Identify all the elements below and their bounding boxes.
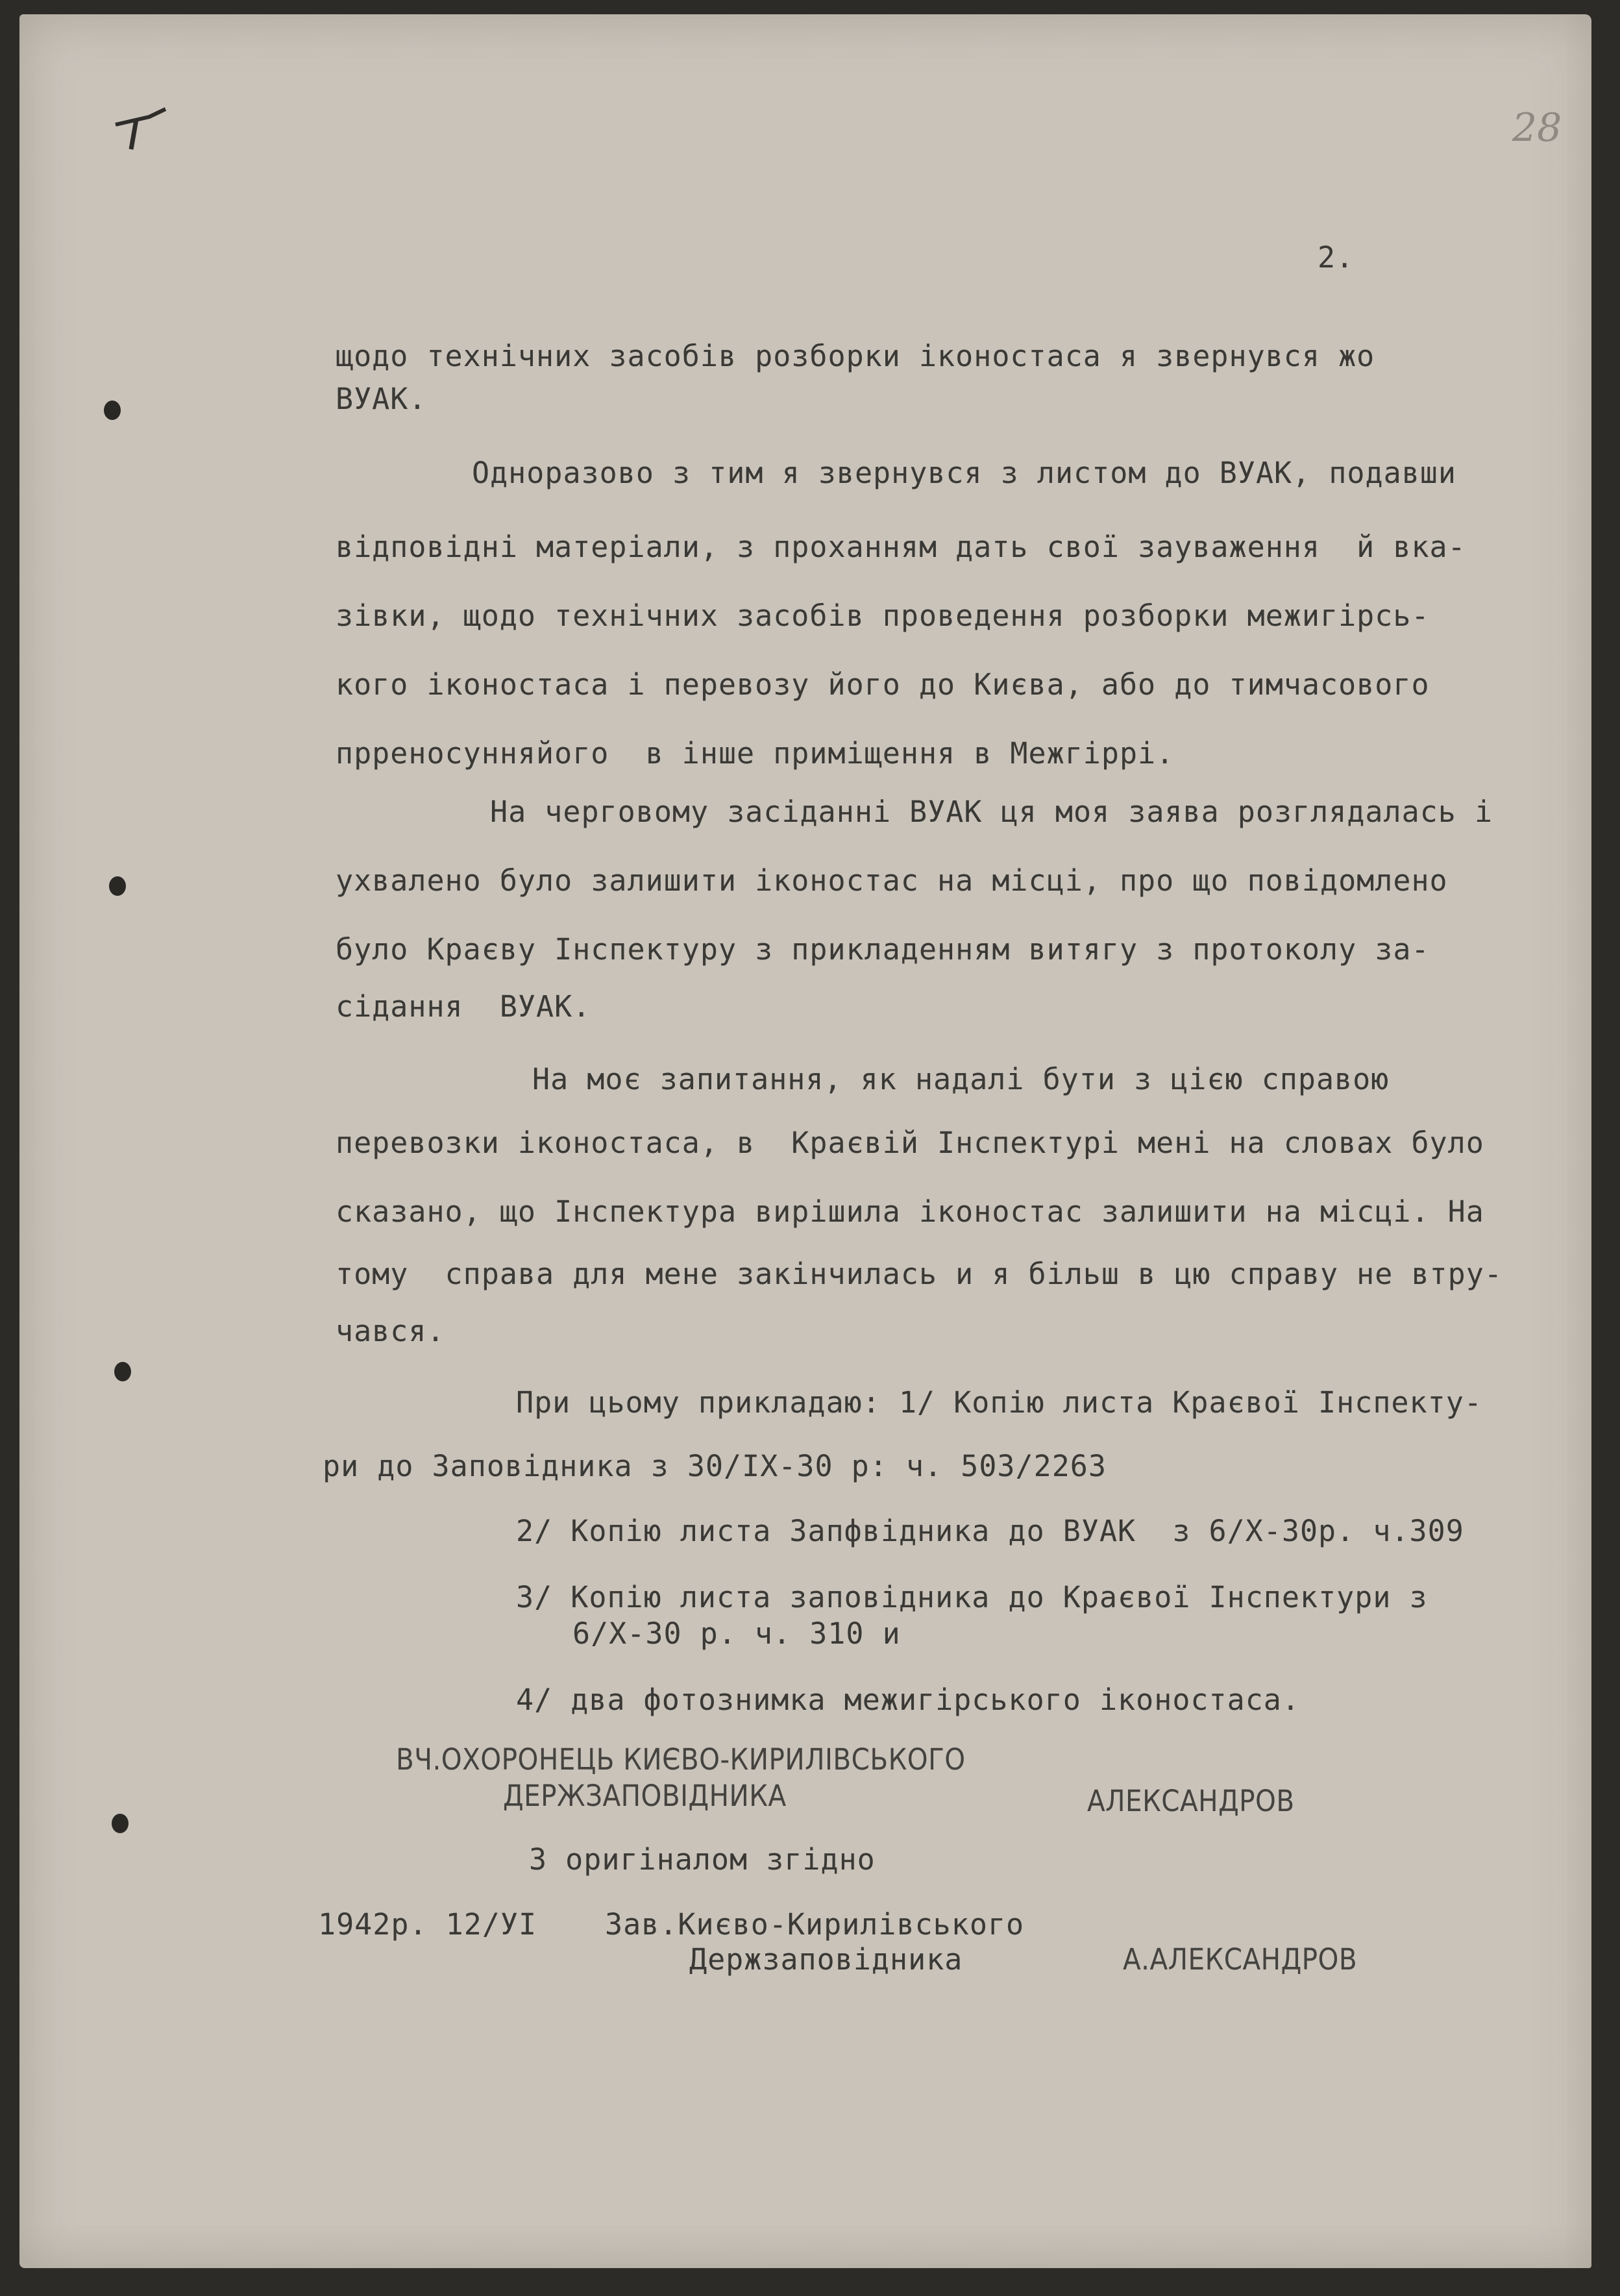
certification-date: 1942р. 12/УІ xyxy=(318,1907,537,1942)
attachment-line: 6/Х-30 р. ч. 310 и xyxy=(572,1616,901,1651)
binding-hole xyxy=(109,876,126,896)
text-line: Одноразово з тим я звернувся з листом до ВУАК, подавши xyxy=(472,456,1456,490)
text-line: сідання ВУАК. xyxy=(336,989,591,1024)
signature-name: АЛЕКСАНДРОВ xyxy=(1087,1784,1295,1818)
binding-hole xyxy=(104,401,121,420)
document-page xyxy=(19,14,1591,2268)
text-line: На черговому засіданні ВУАК ця моя заява розглядалась і xyxy=(490,795,1493,829)
text-line: ухвалено було залишити іконостас на місці, про що повідомлено xyxy=(336,863,1448,898)
attachment-line: 3/ Копію листа заповідника до Краєвої Інспектури з xyxy=(516,1580,1428,1614)
certification-text: З оригіналом згідно xyxy=(529,1842,876,1877)
signature-title: ДЕРЖЗАПОВІДНИКА xyxy=(503,1779,787,1813)
attachment-line: ри до Заповідника з 30/ІХ-30 р: ч. 503/2263 xyxy=(323,1449,1107,1483)
text-line: кого іконостаса і перевозу його до Києва, або до тимчасового xyxy=(336,667,1430,702)
attachment-line: При цьому прикладаю: 1/ Копію листа Краєвої Інспекту- xyxy=(516,1385,1482,1420)
text-line: щодо технічних засобів розборки іконостаса я звернувся жо xyxy=(336,339,1375,373)
page-number: 2. xyxy=(1318,240,1355,275)
signature-name: А.АЛЕКСАНДРОВ xyxy=(1123,1942,1358,1977)
text-line: прреносунняйого в інше приміщення в Межгіррі. xyxy=(336,736,1175,771)
text-line: ВУАК. xyxy=(336,382,427,416)
binding-hole xyxy=(114,1362,131,1381)
text-line: перевозки іконостаса, в Краєвій Інспектурі мені на словах було xyxy=(336,1126,1484,1160)
folio-number: 28 xyxy=(1512,105,1562,151)
signature-title: Зав.Києво-Кирилівського xyxy=(605,1907,1025,1942)
attachment-line: 2/ Копію листа Запфвідника до ВУАК з 6/Х-30р. ч.309 xyxy=(516,1514,1464,1548)
text-line: чався. xyxy=(336,1314,445,1348)
text-line: було Краєву Інспектуру з прикладенням витягу з протоколу за- xyxy=(336,932,1430,967)
binding-hole xyxy=(112,1814,129,1833)
signature-title: ВЧ.ОХОРОНЕЦЬ КИЄВО-КИРИЛІВСЬКОГО xyxy=(396,1742,966,1777)
text-line: тому справа для мене закінчилась и я більш в цю справу не втру- xyxy=(336,1257,1503,1291)
attachment-line: 4/ два фотознимка межигірського іконостаса. xyxy=(516,1683,1300,1717)
text-line: відповідні матеріали, з проханням дать свої зауваження й вка- xyxy=(336,530,1466,564)
text-line: сказано, що Інспектура вирішила іконостас залишити на місці. На xyxy=(336,1194,1484,1229)
text-line: зівки, щодо технічних засобів проведення розборки межигірсь- xyxy=(336,599,1430,633)
signature-title: Держзаповідника xyxy=(689,1942,963,1977)
text-line: На моє запитання, як надалі бути з цією справою xyxy=(532,1062,1390,1096)
ink-mark-icon xyxy=(110,105,169,157)
